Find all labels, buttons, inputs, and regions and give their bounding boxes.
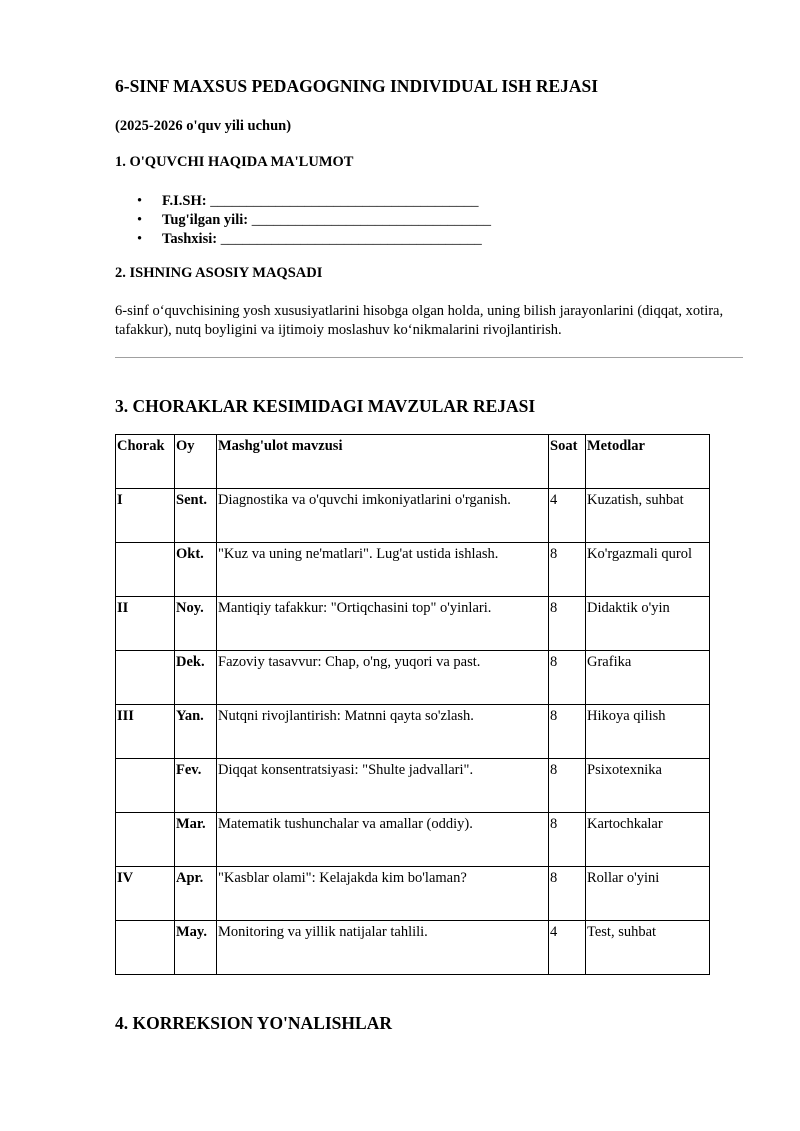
cell-soat: 8: [549, 543, 586, 597]
cell-metod: Kartochkalar: [586, 813, 710, 867]
info-blank-line: _________________________________: [251, 212, 491, 228]
cell-oy: Okt.: [175, 543, 217, 597]
table-header-row: [116, 435, 710, 489]
cell-chorak: [116, 651, 175, 705]
cell-oy: Mar.: [175, 813, 217, 867]
cell-mavzu: Diqqat konsentratsiyasi: "Shulte jadvallari".: [217, 759, 549, 813]
cell-soat: 8: [549, 651, 586, 705]
cell-chorak: I: [116, 489, 175, 543]
cell-soat: 8: [549, 597, 586, 651]
bullet-icon: •: [137, 193, 143, 209]
cell-soat: 8: [549, 813, 586, 867]
table-row: [116, 813, 710, 867]
cell-mavzu: Mantiqiy tafakkur: "Ortiqchasini top" o'yinlari.: [217, 597, 549, 651]
cell-metod: Kuzatish, suhbat: [586, 489, 710, 543]
cell-chorak: [116, 813, 175, 867]
column-header-metodlar: Metodlar: [586, 435, 710, 489]
cell-chorak: [116, 921, 175, 975]
cell-chorak: [116, 543, 175, 597]
cell-oy: Sent.: [175, 489, 217, 543]
info-item-birth-year: [137, 211, 491, 230]
info-blank-line: ____________________________________: [220, 231, 482, 247]
cell-metod: Ko'rgazmali qurol: [586, 543, 710, 597]
cell-mavzu: Fazoviy tasavvur: Chap, o'ng, yuqori va past.: [217, 651, 549, 705]
cell-soat: 8: [549, 705, 586, 759]
section3-heading: 3. CHORAKLAR KESIMIDAGI MAVZULAR REJASI: [115, 396, 536, 416]
cell-mavzu: "Kuz va uning ne'matlari". Lug'at ustida ishlash.: [217, 543, 549, 597]
table-row: [116, 759, 710, 813]
column-header-mavzu: Mashg'ulot mavzusi: [217, 435, 549, 489]
cell-soat: 4: [549, 921, 586, 975]
cell-metod: Hikoya qilish: [586, 705, 710, 759]
bullet-icon: •: [137, 231, 143, 247]
cell-chorak: IV: [116, 867, 175, 921]
bullet-icon: •: [137, 212, 143, 228]
cell-chorak: III: [116, 705, 175, 759]
cell-soat: 4: [549, 489, 586, 543]
info-blank-line: _____________________________________: [210, 193, 479, 209]
cell-metod: Rollar o'yini: [586, 867, 710, 921]
topics-plan-table: [115, 434, 710, 975]
cell-oy: Dek.: [175, 651, 217, 705]
info-label: Tug'ilgan yili:: [162, 212, 249, 228]
table-row: [116, 705, 710, 759]
cell-oy: Fev.: [175, 759, 217, 813]
cell-soat: 8: [549, 759, 586, 813]
table-row: [116, 921, 710, 975]
info-item-diagnosis: [137, 230, 491, 249]
column-header-chorak: Chorak: [116, 435, 175, 489]
column-header-oy: Oy: [175, 435, 217, 489]
cell-metod: Test, suhbat: [586, 921, 710, 975]
table-row: [116, 489, 710, 543]
section2-heading: 2. ISHNING ASOSIY MAQSADI: [115, 265, 323, 281]
cell-metod: Grafika: [586, 651, 710, 705]
cell-metod: Didaktik o'yin: [586, 597, 710, 651]
info-label: F.I.SH:: [162, 193, 207, 209]
cell-oy: May.: [175, 921, 217, 975]
cell-chorak: II: [116, 597, 175, 651]
cell-mavzu: Diagnostika va o'quvchi imkoniyatlarini o'rganish.: [217, 489, 549, 543]
document-title: 6-SINF MAXSUS PEDAGOGNING INDIVIDUAL ISH REJASI: [115, 76, 599, 96]
document-subtitle: (2025-2026 o'quv yili uchun): [115, 118, 292, 134]
cell-metod: Psixotexnika: [586, 759, 710, 813]
cell-mavzu: "Kasblar olami": Kelajakda kim bo'laman?: [217, 867, 549, 921]
cell-mavzu: Matematik tushunchalar va amallar (oddiy).: [217, 813, 549, 867]
info-label: Tashxisi:: [162, 231, 218, 247]
cell-mavzu: Nutqni rivojlantirish: Matnni qayta so'zlash.: [217, 705, 549, 759]
table-row: [116, 651, 710, 705]
section4-heading: 4. KORREKSION YO'NALISHLAR: [115, 1013, 392, 1033]
info-item-fish: [137, 192, 491, 211]
cell-oy: Noy.: [175, 597, 217, 651]
cell-oy: Apr.: [175, 867, 217, 921]
horizontal-divider: [115, 357, 743, 358]
cell-chorak: [116, 759, 175, 813]
table-row: [116, 597, 710, 651]
table-row: [116, 867, 710, 921]
goal-paragraph: 6-sinf o‘quvchisining yosh xususiyatlarini hisobga olgan holda, uning bilish jarayonlarini (diqqat, xotira, tafakkur), nutq boyligini va ijtimoiy moslashuv ko‘nikmalarini rivojlantirish.: [115, 303, 724, 338]
section1-heading: 1. O'QUVCHI HAQIDA MA'LUMOT: [115, 154, 354, 170]
cell-soat: 8: [549, 867, 586, 921]
cell-mavzu: Monitoring va yillik natijalar tahlili.: [217, 921, 549, 975]
column-header-soat: Soat: [549, 435, 586, 489]
cell-oy: Yan.: [175, 705, 217, 759]
table-row: [116, 543, 710, 597]
student-info-list: [137, 192, 491, 249]
